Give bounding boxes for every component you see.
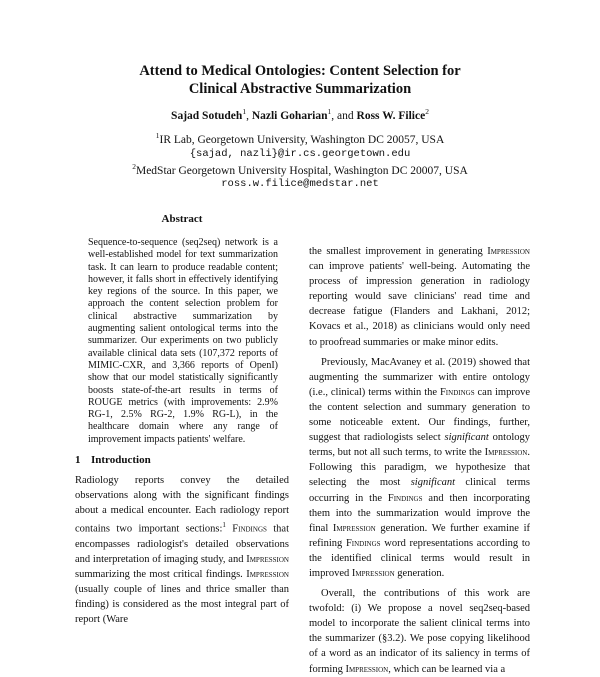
term-impression: Impression [484,447,528,459]
body-text-run: generation. [394,567,445,579]
right-paragraph-2 [309,355,530,581]
author-and: , and [331,109,357,122]
intro-text-run: Radiology reports convey the detailed observations along with the significant findings about a medical encounter. Each radiology report contains two important sections: [75,475,289,535]
term-significant: significant [410,477,456,489]
abstract-heading: Abstract [161,213,203,225]
section-heading-introduction [75,454,151,466]
term-findings: Findings [387,492,423,504]
section-number: 1 [75,454,81,466]
right-paragraph-1 [309,244,530,350]
affiliation-2-email: ross.w.filice@medstar.net [221,178,379,190]
intro-text-run: that encompasses radiologist's detailed observations and interpretation of imaging study, and [75,523,290,565]
paper-title-line2: Clinical Abstractive Summarization [188,81,412,97]
term-impression: Impression [246,553,289,565]
term-impression: Impression [345,663,389,675]
author-3-sup: 2 [425,107,429,116]
term-impression: Impression [487,246,530,257]
term-impression: Impression [351,567,395,579]
body-text-run: . Following this paradigm, we hypothesize that selecting the most [309,447,530,489]
author-1-sup: 1 [242,107,247,116]
body-text-run: and then incorporating them into the summarization would improve the final [309,492,530,534]
body-text-run: Previously, MacAvaney et al. (2019) showed that augmenting the summarizer with entire ontology (i.e., clinical) terms within the [309,356,530,398]
affiliation-1-text: IR Lab, Georgetown University, Washington DC 20057, USA [159,133,445,146]
term-impression: Impression [246,569,289,581]
body-text-run: can improve patients' well-being. Automating the process of impression generation in radiology reporting would save clinicians' read time and decrease fatigue (Flanders and Lakhani, 2012; Kovacs et al., 2018) as clinicians would only need to proofread summaries or make minor edits. [309,261,530,348]
intro-text-run: summarizing the most critical findings. [75,569,247,581]
body-text-run: can improve the content selection and summary generation to some noticeable extent. Our findings, further, suggest that radiologists select [309,386,531,444]
affiliation-1-email: {sajad, nazli}@ir.cs.georgetown.edu [189,148,411,160]
body-text-run: the smallest improvement in generating [309,246,488,257]
body-text-run: Overall, the contributions of this work are twofold: (i) We propose a novel seq2seq-based model to incorporate the salient clinical terms into the summarizer (§3.2). We pose copying likelihood of a word as an indicator of its saliency in terms of forming [309,588,530,675]
author-3: Ross W. Filice [356,109,426,122]
section-title: Introduction [91,454,151,466]
paper-title-line1: Attend to Medical Ontologies: Content Selection for [139,63,461,79]
body-text-run: ontology terms, but not all such terms, to write the [309,432,530,459]
body-text-run: , which can be learned via a [388,663,506,675]
affiliation-1-sup: 1 [155,131,160,140]
author-list [0,107,600,122]
term-findings: Findings [345,537,381,549]
author-2-sup: 1 [327,107,332,116]
introduction-text [75,473,289,627]
body-text-run: generation. We further examine if refining [309,522,530,549]
term-findings: Findings [232,523,267,535]
affiliation-2-text: MedStar Georgetown University Hospital, Washington DC 20007, USA [135,164,468,177]
intro-paragraph-1 [75,473,289,627]
abstract-text: Sequence-to-sequence (seq2seq) network is a well-established model for text summarization task. It can learn to produce readable content; however, it falls short in effectively identifying key regions of the source. In this paper, we approach the content selection problem for clinical abstractive summarization by augmenting salient ontological terms into the summarizer. Our experiments on two publicly available clinical data sets (107,372 reports of MIMIC-CXR, and 3,366 reports of OpenI) show that our model statistically significantly boosts state-of-the-art results in terms of ROUGE metrics (with improvements: 2.9% RG-1, 2.5% RG-2, 1.9% RG-L), in the healthcare domain where any range of improvement impacts patients' welfare. [88,237,278,445]
affiliation-1 [0,131,600,146]
author-sep: , [246,109,252,122]
affiliation-2 [0,162,600,177]
term-findings: Findings [439,386,475,398]
affiliation-2-sup: 2 [132,162,136,171]
author-1: Sajad Sotudeh [171,109,243,122]
body-text-run: clinical terms occurring in the [309,477,530,504]
term-significant: significant [444,432,489,444]
right-column [309,244,530,677]
term-impression: Impression [332,522,376,534]
body-text-run: word representations according to the identified clinical terms would result in improved [309,537,531,579]
author-2: Nazli Goharian [251,109,328,122]
intro-text-run: (usually couple of lines and thrice smaller than finding) is considered as the most integral part of report (Ware [75,584,289,626]
footnote-marker: 1 [222,521,226,530]
